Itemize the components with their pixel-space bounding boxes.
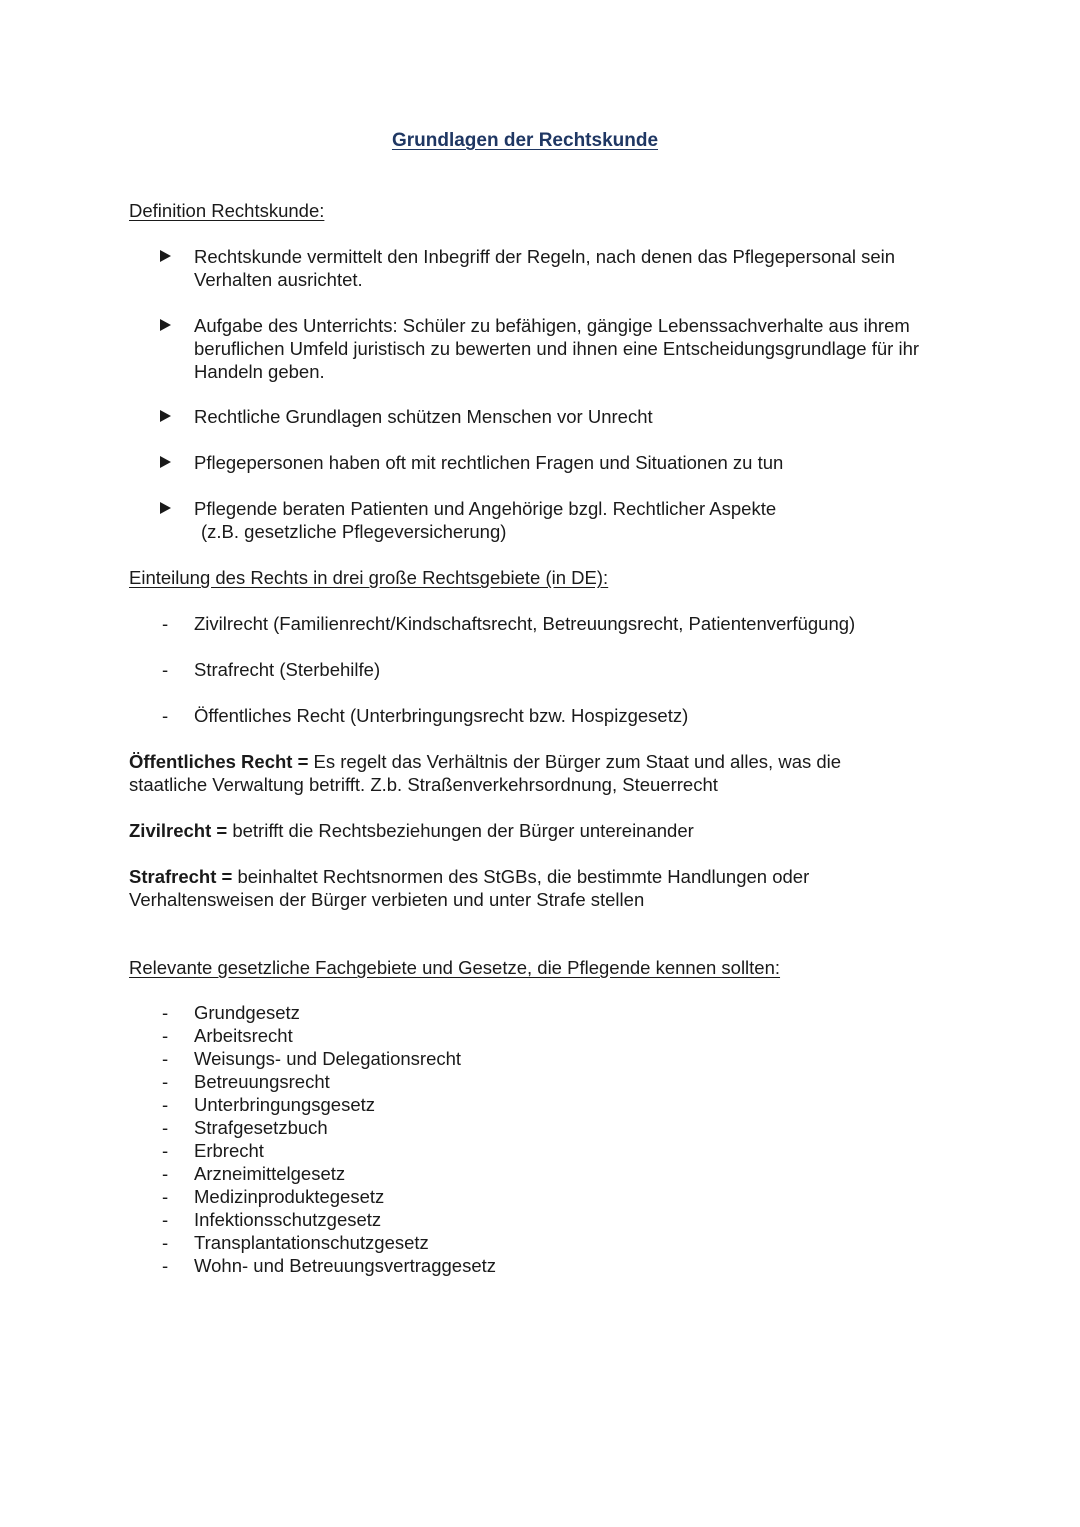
einteilung-heading: Einteilung des Rechts in drei große Rechtsgebiete (in DE): (129, 567, 609, 588)
definition-item (194, 497, 964, 520)
list-item-text: Wohn- und Betreuungsvertraggesetz (194, 1255, 497, 1276)
page-title: Grundlagen der Rechtskunde (391, 130, 659, 151)
term: Strafrecht = (129, 866, 233, 887)
einteilung-item (162, 612, 964, 635)
arrow-bullet-icon (160, 314, 180, 331)
einteilung-item-text: Öffentliches Recht (Unterbringungsrecht bzw. Hospizgesetz) (194, 705, 689, 726)
dash-bullet: - (162, 1002, 169, 1023)
dash-bullet: - (162, 1255, 169, 1276)
list-item-text: Weisungs- und Delegationsrecht (194, 1048, 462, 1069)
list-item (162, 1024, 496, 1047)
list-item (162, 1231, 496, 1254)
definition-oeffentliches-recht (129, 750, 909, 796)
dash-bullet: - (162, 1209, 169, 1230)
list-item-text: Medizinproduktegesetz (194, 1186, 385, 1207)
definition-item-text: Aufgabe des Unterrichts: Schüler zu befähigen, gängige Lebenssachverhalte aus ihrem beruflichen Umfeld juristisch zu bewerten und ihnen eine Entscheidungsgrundlage für ihr Handeln geben. (194, 315, 920, 382)
definition-item-text: Rechtskunde vermittelt den Inbegriff der Regeln, nach denen das Pflegepersonal sein Verhalten ausrichtet. (194, 246, 896, 290)
list-item (162, 1001, 496, 1024)
dash-bullet: - (162, 613, 169, 634)
list-item-text: Transplantationschutzgesetz (194, 1232, 429, 1253)
definition-item (194, 314, 924, 383)
dash-bullet: - (162, 1094, 169, 1115)
list-item-text: Strafgesetzbuch (194, 1117, 328, 1138)
einteilung-item (162, 704, 964, 727)
definition-item-text: Pflegende beraten Patienten und Angehörige bzgl. Rechtlicher Aspekte (194, 498, 777, 519)
dash-bullet: - (162, 705, 169, 726)
definition-zivilrecht (129, 819, 949, 842)
list-item (162, 1208, 496, 1231)
definition-strafrecht (129, 865, 879, 911)
arrow-bullet-icon (160, 405, 180, 422)
list-item-text: Unterbringungsgesetz (194, 1094, 375, 1115)
term: Zivilrecht = (129, 820, 228, 841)
dash-bullet: - (162, 1232, 169, 1253)
list-item-text: Grundgesetz (194, 1002, 300, 1023)
list-item (162, 1070, 496, 1093)
term-description: betrifft die Rechtsbeziehungen der Bürger untereinander (232, 820, 694, 841)
list-item-text: Erbrecht (194, 1140, 264, 1161)
relevant-heading: Relevante gesetzliche Fachgebiete und Gesetze, die Pflegende kennen sollten: (129, 957, 781, 978)
definition-item-text: Pflegepersonen haben oft mit rechtlichen Fragen und Situationen zu tun (194, 452, 784, 473)
list-item (162, 1116, 496, 1139)
dash-bullet: - (162, 1048, 169, 1069)
list-item (162, 1047, 496, 1070)
dash-bullet: - (162, 1140, 169, 1161)
list-item (162, 1093, 496, 1116)
dash-bullet: - (162, 1186, 169, 1207)
einteilung-item-text: Strafrecht (Sterbehilfe) (194, 659, 381, 680)
relevant-list (162, 1001, 497, 1277)
dash-bullet: - (162, 659, 169, 680)
list-item-text: Infektionsschutzgesetz (194, 1209, 382, 1230)
einteilung-item-text: Zivilrecht (Familienrecht/Kindschaftsrecht, Betreuungsrecht, Patientenverfügung) (194, 613, 856, 634)
list-item-text: Betreuungsrecht (194, 1071, 330, 1092)
definition-item (194, 245, 964, 291)
dash-bullet: - (162, 1071, 169, 1092)
term-description: Es regelt das Verhältnis der Bürger zum Staat und alles, was die staatliche Verwaltung betrifft. Z.b. Straßenverkehrsordnung, Steuerrecht (129, 751, 842, 795)
arrow-bullet-icon (160, 245, 180, 262)
list-item-text: Arzneimittelgesetz (194, 1163, 346, 1184)
dash-bullet: - (162, 1025, 169, 1046)
arrow-bullet-icon (160, 497, 180, 514)
dash-bullet: - (162, 1117, 169, 1138)
definition-item-continuation: (z.B. gesetzliche Pflegeversicherung) (201, 521, 507, 542)
definition-heading: Definition Rechtskunde: (129, 200, 325, 221)
term: Öffentliches Recht = (129, 751, 309, 772)
list-item (162, 1162, 496, 1185)
list-item (162, 1185, 496, 1208)
list-item-text: Arbeitsrecht (194, 1025, 293, 1046)
term-description: beinhaltet Rechtsnormen des StGBs, die bestimmte Handlungen oder Verhaltensweisen der Bürger verbieten und unter Strafe stellen (129, 866, 810, 910)
definition-item (194, 405, 964, 428)
list-item (162, 1254, 497, 1277)
arrow-bullet-icon (160, 451, 180, 468)
list-item (162, 1139, 496, 1162)
einteilung-item (162, 658, 964, 681)
definition-item (194, 451, 964, 474)
dash-bullet: - (162, 1163, 169, 1184)
definition-item-text: Rechtliche Grundlagen schützen Menschen vor Unrecht (194, 406, 653, 427)
